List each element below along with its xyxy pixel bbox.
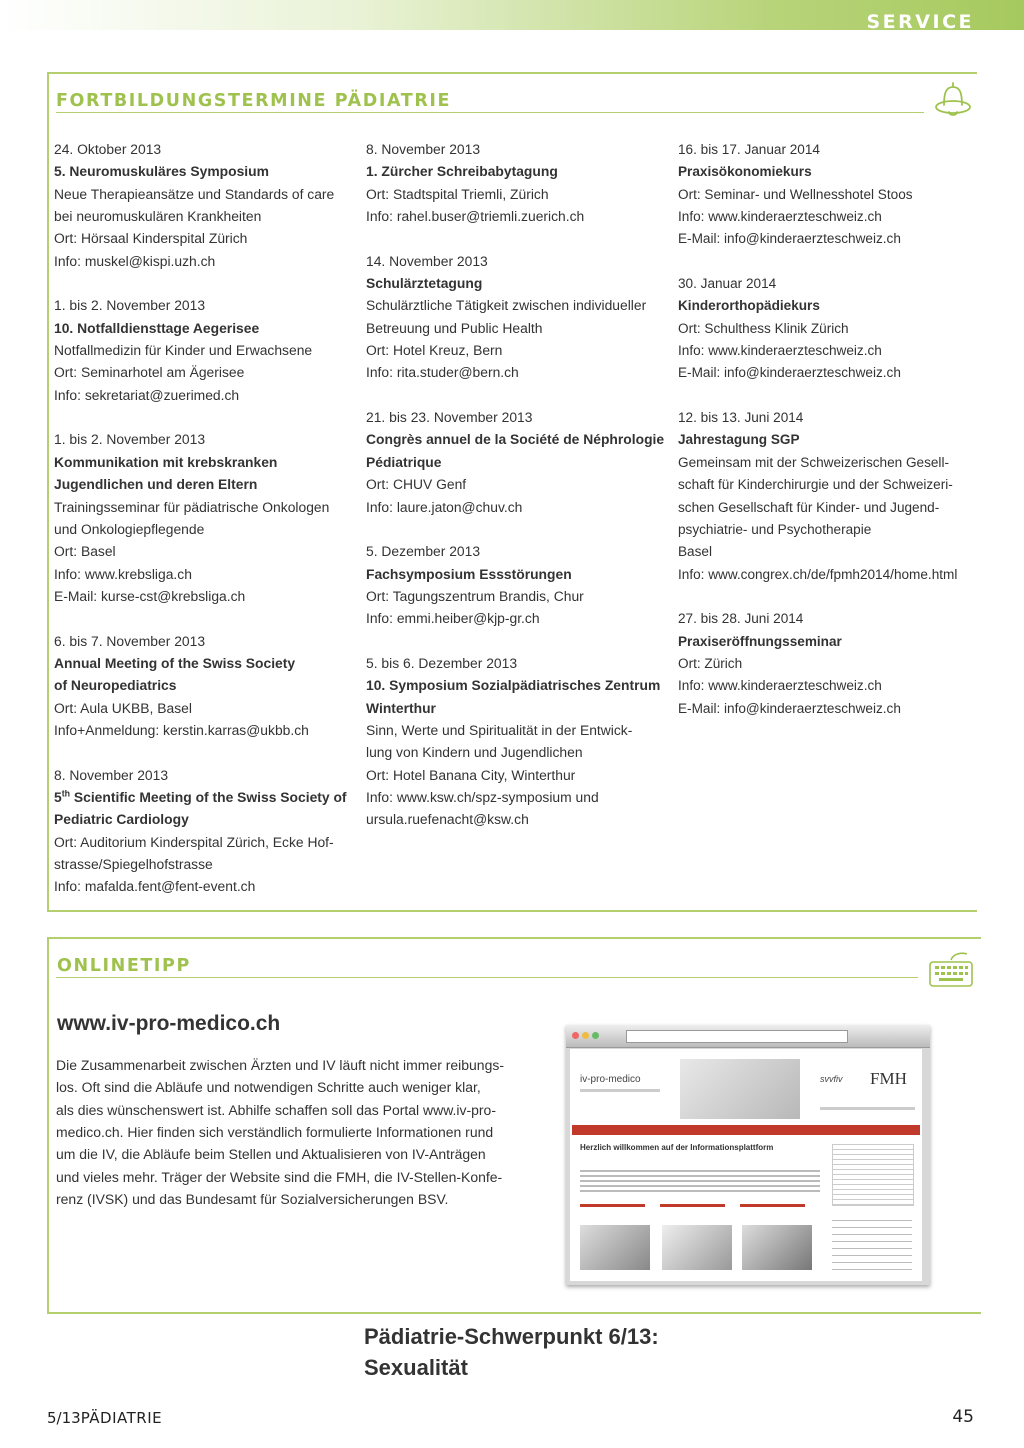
event-detail: Ort: CHUV Genf xyxy=(366,477,467,494)
event-detail: Ort: Basel xyxy=(54,544,116,561)
event-title: 1. Zürcher Schreibabytagung xyxy=(366,164,558,181)
bell-icon xyxy=(932,79,974,119)
event-detail: schen Gesellschaft für Kinder- und Jugend- xyxy=(678,499,940,516)
event-entry xyxy=(366,407,664,519)
event-detail: Ort: Aula UKBB, Basel xyxy=(54,700,192,717)
event-detail: Info: www.krebsliga.ch xyxy=(54,566,192,583)
event-title: Jugendlichen und deren Eltern xyxy=(54,477,258,494)
event-detail: Info: muskel@kispi.uzh.ch xyxy=(54,253,216,270)
event-title: Schulärztetagung xyxy=(366,276,483,293)
event-detail: schaft für Kinderchirurgie und der Schweizeri- xyxy=(678,477,953,494)
event-detail: Ort: Schulthess Klinik Zürich xyxy=(678,320,849,337)
event-detail: Info: mafalda.fent@fent-event.ch xyxy=(54,879,256,896)
event-detail: Info: rita.studer@bern.ch xyxy=(366,365,519,382)
event-detail: Info: rahel.buser@triemli.zuerich.ch xyxy=(366,209,585,226)
event-detail: Ort: Seminar- und Wellnesshotel Stoos xyxy=(678,186,913,203)
event-entry xyxy=(54,295,352,407)
event-date: 30. Januar 2014 xyxy=(678,276,777,293)
events-section-title: FORTBILDUNGSTERMINE PÄDIATRIE xyxy=(56,91,452,111)
event-entry xyxy=(54,631,352,743)
event-detail: Info: www.kinderaerzteschweiz.ch xyxy=(678,678,882,695)
event-title: 5. Neuromuskuläres Symposium xyxy=(54,164,269,181)
event-detail: Betreuung und Public Health xyxy=(366,320,543,337)
event-date: 1. bis 2. November 2013 xyxy=(54,298,206,315)
event-detail: Ort: Hotel Kreuz, Bern xyxy=(366,343,503,360)
event-date: 12. bis 13. Juni 2014 xyxy=(678,410,804,427)
event-title: Congrès annuel de la Société de Néphrologie xyxy=(366,432,665,449)
event-title: of Neuropediatrics xyxy=(54,678,177,695)
onlinetipp-title: ONLINETIPP xyxy=(57,956,191,976)
event-entry xyxy=(366,541,664,630)
event-detail: und Onkologiepflegende xyxy=(54,521,205,538)
site-name: iv-pro-medico xyxy=(580,1074,641,1085)
event-detail: psychiatrie- und Psychotherapie xyxy=(678,521,872,538)
event-date: 14. November 2013 xyxy=(366,253,488,270)
event-detail: Info: www.congrex.ch/de/fpmh2014/home.html xyxy=(678,566,958,583)
onlinetipp-title-rule xyxy=(56,977,918,978)
event-entry xyxy=(54,765,352,899)
event-date: 5. Dezember 2013 xyxy=(366,544,481,561)
event-title: Winterthur xyxy=(366,700,436,717)
event-detail: Notfallmedizin für Kinder und Erwachsene xyxy=(54,343,313,360)
event-detail: Info: emmi.heiber@kjp-gr.ch xyxy=(366,611,540,628)
events-column-2 xyxy=(366,139,664,854)
event-title: Pediatric Cardiology xyxy=(54,812,189,829)
onlinetipp-text-line: los. Oft sind die Abläufe und notwendigen Schritte auch weniger klar, xyxy=(56,1080,481,1097)
footer-issue xyxy=(47,1409,162,1427)
issue-number: 5/13 xyxy=(47,1409,81,1427)
preview-line-2: Sexualität xyxy=(364,1355,468,1380)
event-detail: ursula.ruefenacht@ksw.ch xyxy=(366,812,529,829)
event-title-part: Scientific Meeting of the Swiss Society of xyxy=(70,789,347,806)
event-entry xyxy=(54,429,352,608)
event-detail: Gemeinsam mit der Schweizerischen Gesell- xyxy=(678,454,949,471)
event-detail: Schulärztliche Tätigkeit zwischen individueller xyxy=(366,298,647,315)
onlinetipp-text-line: medico.ch. Hier finden sich verständlich formulierte Informationen rund xyxy=(56,1125,494,1142)
event-title-part: th xyxy=(61,788,71,799)
events-column-3 xyxy=(678,139,970,742)
event-title: 10. Symposium Sozialpädiatrisches Zentrum xyxy=(366,678,661,695)
event-entry xyxy=(678,608,970,720)
event-date: 6. bis 7. November 2013 xyxy=(54,633,206,650)
browser-toolbar xyxy=(566,1025,930,1048)
event-date: 24. Oktober 2013 xyxy=(54,142,162,158)
event-detail: Ort: Hörsaal Kinderspital Zürich xyxy=(54,231,248,248)
event-entry xyxy=(678,139,970,251)
top-banner xyxy=(0,0,1024,33)
event-entry xyxy=(366,653,664,832)
event-date: 1. bis 2. November 2013 xyxy=(54,432,206,449)
event-detail: Sinn, Werte und Spiritualität in der Entwick- xyxy=(366,722,633,739)
event-detail: Info: www.kinderaerzteschweiz.ch xyxy=(678,343,882,360)
onlinetipp-text xyxy=(56,1055,504,1211)
event-detail: Ort: Hotel Banana City, Winterthur xyxy=(366,767,576,784)
magazine-name: PÄDIATRIE xyxy=(80,1409,163,1427)
onlinetipp-text-line: renz (IVSK) und das Bundesamt für Sozialversicherungen BSV. xyxy=(56,1192,449,1209)
event-detail: Info: www.ksw.ch/spz-symposium und xyxy=(366,789,599,806)
event-detail: E-Mail: info@kinderaerzteschweiz.ch xyxy=(678,231,901,248)
event-detail: Ort: Tagungszentrum Brandis, Chur xyxy=(366,588,584,605)
event-detail: Trainingsseminar für pädiatrische Onkologen xyxy=(54,499,330,516)
site-heading: Herzlich willkommen auf der Informationsplattform xyxy=(580,1143,774,1152)
event-detail: Info: laure.jaton@chuv.ch xyxy=(366,499,523,516)
handshake-image xyxy=(680,1059,800,1119)
keyboard-icon xyxy=(927,950,975,990)
onlinetipp-text-line: um die IV, die Abläufe beim Stellen und Aktualisieren von IV-Anträgen xyxy=(56,1147,486,1164)
event-title: Jahrestagung SGP xyxy=(678,432,800,449)
event-detail: Info: sekretariat@zuerimed.ch xyxy=(54,387,240,404)
event-detail: Basel xyxy=(678,544,712,561)
event-detail: E-Mail: info@kinderaerzteschweiz.ch xyxy=(678,365,901,382)
event-title: Praxiseröffnungsseminar xyxy=(678,633,842,650)
onlinetipp-text-line: und vieles mehr. Träger der Website sind die FMH, die IV-Stellen-Konfe- xyxy=(56,1169,503,1186)
event-date: 27. bis 28. Juni 2014 xyxy=(678,611,804,628)
event-detail: Ort: Seminarhotel am Ägerisee xyxy=(54,365,245,382)
event-entry xyxy=(678,407,970,586)
event-detail: Ort: Auditorium Kinderspital Zürich, Ecke Hof- xyxy=(54,834,334,851)
event-date: 21. bis 23. November 2013 xyxy=(366,410,533,427)
event-title xyxy=(54,787,352,809)
event-detail: Ort: Zürich xyxy=(678,655,743,672)
page-number: 45 xyxy=(952,1407,974,1427)
onlinetipp-text-line: als dies wünschenswert ist. Abhilfe schaffen soll das Portal www.iv-pro- xyxy=(56,1102,496,1119)
event-entry xyxy=(54,139,352,273)
event-date: 16. bis 17. Januar 2014 xyxy=(678,142,820,158)
event-detail: lung von Kindern und Jugendlichen xyxy=(366,745,583,762)
events-column-1 xyxy=(54,139,352,921)
event-title: Praxisökonomiekurs xyxy=(678,164,812,181)
events-title-rule xyxy=(56,112,924,113)
event-title: Kinderorthopädiekurs xyxy=(678,298,820,315)
event-detail: Info: www.kinderaerzteschweiz.ch xyxy=(678,209,882,226)
event-title: Kommunikation mit krebskranken xyxy=(54,454,278,471)
event-detail: E-Mail: kurse-cst@krebsliga.ch xyxy=(54,588,246,605)
event-date: 8. November 2013 xyxy=(366,142,481,158)
event-entry xyxy=(366,251,664,385)
onlinetipp-text-line: Die Zusammenarbeit zwischen Ärzten und IV läuft nicht immer reibungs- xyxy=(56,1058,504,1074)
section-label: SERVICE xyxy=(866,11,974,33)
event-detail: E-Mail: info@kinderaerzteschweiz.ch xyxy=(678,700,901,717)
event-title: Fachsymposium Essstörungen xyxy=(366,566,572,583)
event-detail: Info+Anmeldung: kerstin.karras@ukbb.ch xyxy=(54,722,309,739)
next-issue-preview xyxy=(364,1321,659,1383)
event-entry xyxy=(678,273,970,385)
event-title-part: 5 xyxy=(54,789,62,806)
fmh-logo: FMH xyxy=(870,1069,907,1088)
event-title: Annual Meeting of the Swiss Society xyxy=(54,655,296,672)
event-entry xyxy=(366,139,664,228)
event-date: 5. bis 6. Dezember 2013 xyxy=(366,655,518,672)
event-title: 10. Notfalldiensttage Aegerisee xyxy=(54,320,260,337)
site-page: iv-pro-medico svvfiv FMH Herzlich willkommen auf der Informationsplattform xyxy=(570,1049,922,1281)
event-detail: bei neuromuskulären Krankheiten xyxy=(54,209,262,226)
preview-line-1: Pädiatrie-Schwerpunkt 6/13: xyxy=(364,1324,659,1349)
website-title: www.iv-pro-medico.ch xyxy=(57,1012,281,1035)
event-detail: Ort: Stadtspital Triemli, Zürich xyxy=(366,186,549,203)
website-screenshot xyxy=(566,1025,930,1285)
event-title: Pédiatrique xyxy=(366,454,442,471)
event-detail: strasse/Spiegelhofstrasse xyxy=(54,857,213,873)
event-detail: Neue Therapieansätze und Standards of care xyxy=(54,186,335,203)
site-nav-bar xyxy=(572,1125,920,1135)
event-date: 8. November 2013 xyxy=(54,767,169,784)
